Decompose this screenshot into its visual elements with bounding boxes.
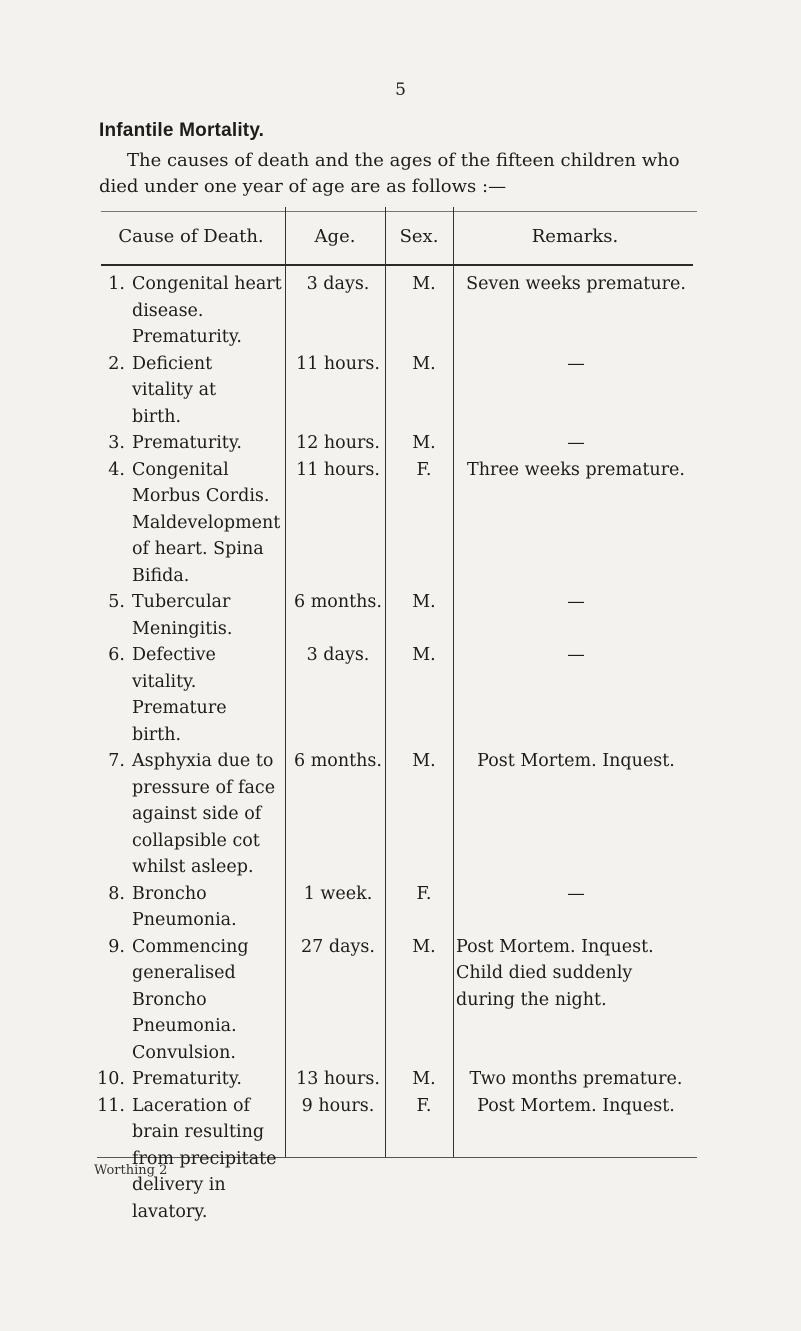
intro-paragraph	[99, 148, 699, 200]
sex-cell: F.	[416, 883, 432, 904]
sex-cell: M.	[412, 592, 436, 612]
cause-of-death	[132, 430, 285, 457]
intro-line-1: The causes of death and the ages of the fifteen children who	[127, 150, 680, 171]
cause-of-death	[132, 271, 285, 351]
row-number: 8.	[108, 883, 125, 904]
row-number: 7.	[108, 751, 125, 771]
cause-line: Laceration of	[132, 1095, 251, 1116]
row-number: 10.	[97, 1069, 125, 1089]
cause-line: Prematurity.	[132, 433, 242, 453]
cause-line: brain resulting	[132, 1122, 265, 1142]
remarks-line: Child died suddenly	[456, 963, 633, 983]
column-divider	[453, 207, 454, 1157]
remarks-line: Post Mortem. Inquest.	[477, 1095, 675, 1116]
cause-line: generalised	[132, 963, 236, 983]
cause-line: Tubercular	[132, 592, 231, 612]
sex-cell: M.	[412, 936, 436, 957]
sex-cell: M.	[412, 645, 436, 665]
cause-line: Deficient	[132, 353, 213, 374]
remarks-line: —	[567, 353, 585, 374]
cause-of-death	[132, 934, 285, 1067]
cause-line: vitality.	[132, 671, 197, 692]
cause-line: pressure of face	[132, 777, 276, 798]
remarks-line: —	[567, 883, 585, 904]
remarks-line: Three weeks premature.	[467, 459, 685, 480]
age-cell: 11 hours.	[296, 459, 380, 480]
cause-line: lavatory.	[132, 1201, 208, 1222]
age-cell: 6 months.	[294, 751, 382, 771]
remarks-cell	[456, 589, 696, 616]
cause-line: delivery in	[132, 1175, 226, 1195]
cause-line: of heart. Spina	[132, 539, 264, 559]
remarks-line: Two months premature.	[469, 1069, 683, 1089]
cause-line: against side of	[132, 804, 262, 824]
cause-line: Broncho	[132, 883, 207, 904]
row-number: 4.	[108, 459, 125, 480]
cause-line: Asphyxia due to	[132, 751, 274, 771]
cause-of-death	[132, 351, 285, 431]
cause-line: from precipitate	[132, 1148, 277, 1169]
age-cell: 1 week.	[303, 883, 373, 904]
cause-line: disease.	[132, 300, 204, 321]
cause-of-death	[132, 1066, 285, 1093]
cause-line: Convulsion.	[132, 1042, 236, 1063]
section-heading: Infantile Mortality.	[99, 120, 265, 141]
cause-line: Congenital	[132, 459, 229, 480]
remarks-line: Post Mortem. Inquest.	[456, 936, 654, 957]
cause-line: Congenital heart	[132, 274, 282, 294]
remarks-cell	[456, 430, 696, 457]
cause-line: Defective	[132, 645, 216, 665]
cause-of-death	[132, 748, 285, 881]
cause-line: birth.	[132, 406, 182, 427]
remarks-line: —	[567, 592, 585, 612]
remarks-cell	[456, 642, 696, 669]
remarks-cell	[456, 934, 696, 1014]
header-remarks: Remarks.	[531, 226, 619, 247]
remarks-cell	[456, 351, 696, 378]
cause-line: Prematurity.	[132, 1069, 242, 1089]
cause-line: Broncho	[132, 989, 207, 1010]
sex-cell: M.	[412, 353, 436, 374]
remarks-cell	[456, 1066, 696, 1093]
remarks-cell	[456, 881, 696, 908]
cause-of-death	[132, 589, 285, 642]
age-cell: 13 hours.	[296, 1069, 380, 1089]
cause-of-death	[132, 881, 285, 934]
row-number: 6.	[108, 645, 125, 665]
footer-signature: Worthing 2	[94, 1163, 168, 1178]
sex-cell: M.	[412, 433, 436, 453]
cause-line: Maldevelopment	[132, 512, 281, 533]
cause-line: Prematurity.	[132, 327, 242, 347]
row-number: 9.	[108, 936, 125, 957]
cause-line: birth.	[132, 724, 182, 745]
column-divider	[285, 207, 286, 1157]
sex-cell: M.	[412, 274, 436, 294]
cause-line: Pneumonia.	[132, 910, 237, 930]
remarks-cell	[456, 1093, 696, 1120]
remarks-line: —	[567, 645, 585, 665]
age-cell: 27 days.	[301, 936, 375, 957]
table-header-rule	[101, 264, 693, 266]
page-number: 5	[395, 80, 406, 100]
row-number: 3.	[108, 433, 125, 453]
cause-line: Pneumonia.	[132, 1016, 237, 1036]
remarks-cell	[456, 748, 696, 775]
row-number: 2.	[108, 353, 125, 374]
cause-line: Bifida.	[132, 565, 190, 586]
row-number: 1.	[108, 274, 125, 294]
age-cell: 3 days.	[306, 274, 370, 294]
cause-line: Premature	[132, 698, 227, 718]
cause-line: Morbus Cordis.	[132, 486, 270, 506]
cause-line: collapsible cot	[132, 830, 260, 851]
row-number: 5.	[108, 592, 125, 612]
row-number: 11.	[97, 1095, 125, 1116]
header-cause: Cause of Death.	[118, 226, 264, 247]
sex-cell: M.	[412, 751, 436, 771]
sex-cell: F.	[416, 1095, 432, 1116]
cause-line: Meningitis.	[132, 618, 233, 639]
remarks-line: Post Mortem. Inquest.	[477, 751, 675, 771]
header-age: Age.	[314, 226, 356, 247]
remarks-line: during the night.	[456, 989, 607, 1010]
remarks-line: —	[567, 433, 585, 453]
cause-of-death	[132, 642, 285, 748]
cause-line: Commencing	[132, 936, 249, 957]
age-cell: 12 hours.	[296, 433, 380, 453]
cause-of-death	[132, 1093, 285, 1226]
header-sex: Sex.	[399, 226, 439, 247]
column-divider	[385, 207, 386, 1157]
sex-cell: F.	[416, 459, 432, 480]
cause-line: vitality at	[132, 380, 217, 400]
intro-line-2: died under one year of age are as follows :—	[99, 176, 507, 197]
age-cell: 3 days.	[306, 645, 370, 665]
age-cell: 11 hours.	[296, 353, 380, 374]
remarks-cell	[456, 271, 696, 298]
cause-line: whilst asleep.	[132, 857, 254, 877]
sex-cell: M.	[412, 1069, 436, 1089]
age-cell: 9 hours.	[301, 1095, 375, 1116]
remarks-line: Seven weeks premature.	[466, 274, 686, 294]
table-top-rule	[101, 211, 697, 212]
age-cell: 6 months.	[294, 592, 382, 612]
cause-of-death	[132, 457, 285, 590]
remarks-cell	[456, 457, 696, 484]
